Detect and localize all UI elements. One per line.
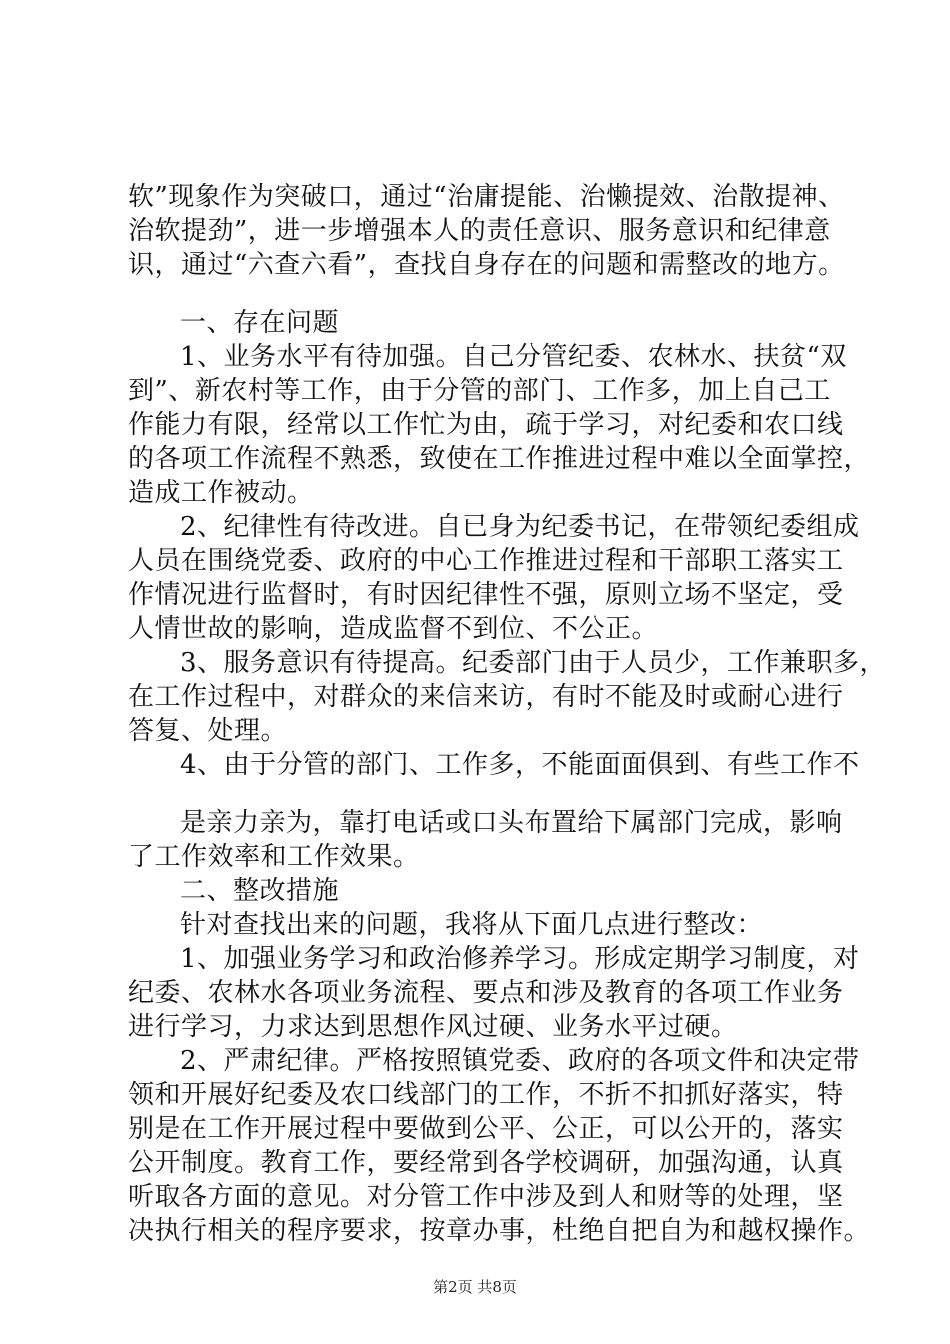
section-heading: 二、整改措施: [180, 876, 340, 906]
text-line: 治软提劲”，进一步增强本人的责任意识、服务意识和纪律意: [128, 216, 831, 246]
text-line: 4、由于分管的部门、工作多，不能面面俱到、有些工作不: [180, 750, 860, 780]
text-line: 别是在工作开展过程中要做到公平、公正，可以公开的，落实: [128, 1114, 844, 1144]
text-line: 1、加强业务学习和政治修养学习。形成定期学习制度，对: [180, 944, 860, 974]
page-footer: 第2页 共8页: [433, 1278, 517, 1296]
text-line: 到”、新农村等工作，由于分管的部门、工作多，加上自己工: [128, 376, 831, 406]
text-line: 1、业务水平有待加强。自己分管纪委、农林水、扶贫“双: [180, 342, 847, 372]
text-line: 人情世故的影响，造成监督不到位、不公正。: [128, 614, 659, 644]
text-line: 纪委、农林水各项业务流程、要点和涉及教育的各项工作业务: [128, 978, 844, 1008]
text-line: 公开制度。教育工作，要经常到各学校调研，加强沟通，认真: [128, 1148, 844, 1178]
text-line: 答复、处理。: [128, 716, 288, 746]
text-line: 人员在围绕党委、政府的中心工作推进过程和干部职工落实工: [128, 546, 844, 576]
text-line: 听取各方面的意见。对分管工作中涉及到人和财等的处理，坚: [128, 1182, 844, 1212]
text-line: 决执行相关的程序要求，按章办事，杜绝自把自为和越权操作。: [128, 1216, 871, 1246]
text-line: 是亲力亲为，靠打电话或口头布置给下属部门完成，影响: [180, 808, 843, 838]
text-line: 针对查找出来的问题，我将从下面几点进行整改：: [180, 910, 764, 940]
text-line: 2、纪律性有待改进。自已身为纪委书记，在带领纪委组成: [180, 512, 860, 542]
section-heading: 一、存在问题: [180, 308, 340, 338]
text-line: 3、服务意识有待提高。纪委部门由于人员少，工作兼职多，: [180, 648, 887, 678]
text-line: 2、严肃纪律。严格按照镇党委、政府的各项文件和决定带: [180, 1046, 860, 1076]
text-line: 作能力有限，经常以工作忙为由，疏于学习，对纪委和农口线: [128, 410, 844, 440]
text-line: 作情况进行监督时，有时因纪律性不强，原则立场不坚定，受: [128, 580, 844, 610]
text-line: 领和开展好纪委及农口线部门的工作，不折不扣抓好落实，特: [128, 1080, 844, 1110]
text-line: 软”现象作为突破口，通过“治庸提能、治懒提效、治散提神、: [128, 182, 845, 212]
text-line: 的各项工作流程不熟悉，致使在工作推进过程中难以全面掌控，: [128, 444, 871, 474]
text-line: 进行学习，力求达到思想作风过硬、业务水平过硬。: [128, 1012, 738, 1042]
text-line: 在工作过程中，对群众的来信来访，有时不能及时或耐心进行: [128, 682, 844, 712]
text-line: 了工作效率和工作效果。: [128, 842, 420, 872]
text-line: 造成工作被动。: [128, 478, 314, 508]
text-line: 识，通过“六查六看”，查找自身存在的问题和需整改的地方。: [128, 250, 845, 280]
